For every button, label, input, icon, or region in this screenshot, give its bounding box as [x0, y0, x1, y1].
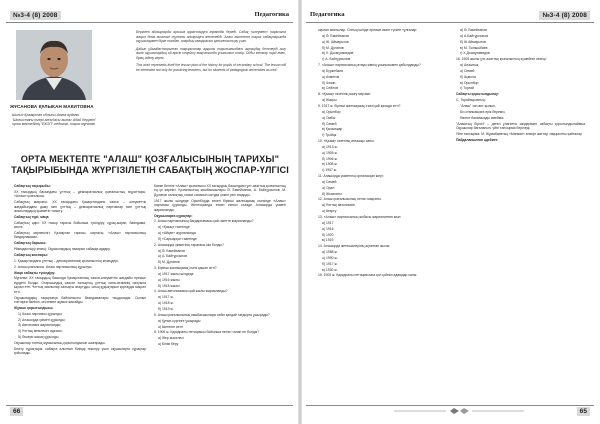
paragraph: Көпке белгілі «Алаш» қозғалысы ХХ ғасырдың басындағы ұлт-азаттық қозғалыстың ең ірі көрінісі. Қозғалыстың көшбасшылары Ә. Бөкейханов, А. Байтұрсынов, М. Дулатов халықтың саяси санасын оятуда үлкен рөл атқарды. — [154, 184, 286, 197]
author-name: ЖҰСАНОВА ҚҰЛЫКАН МАКИТОВНА — [10, 104, 94, 109]
list-item: в) 1930 ж. — [322, 267, 338, 272]
list-item: ә) А. Байтұрсынов — [158, 254, 187, 259]
list-item: а) Орынбор — [322, 109, 341, 114]
paragraph: 15. 1905 ж. Қарқаралы петициясына қол қойған адамдар саны: — [318, 273, 418, 278]
list-item: а) Ұлттық автономия — [322, 203, 355, 208]
list-item: а) Жер мәселесі — [158, 336, 184, 341]
paragraph: 7. «Алаш» партиясының атауы кімнің ұсынысымен қабылданды? — [318, 63, 421, 68]
page-number: 66 — [10, 407, 23, 416]
paragraph: "Алаштың бірлігі" – деген ұлағатты сөздерімен сабақты қорытындылаймыз. Оқушылар бағаланып, үйге тапсырма беріледі. — [456, 121, 586, 130]
list-item: Біз отанымызға ерік береміз, — [460, 109, 506, 114]
section-title: Педагогика — [310, 11, 345, 18]
left-page — [6, 4, 293, 420]
paragraph: ХХ ғасырдың басындағы ұлттық – демократиялық қозғалыстың мұраттары. «Алаш» қозғалысы. — [14, 189, 146, 199]
list-item: б) 1918 жылы — [158, 283, 180, 288]
decorative-ornament — [394, 407, 524, 415]
paragraph: Сабақтың мақсаты: ХХ ғасырдағы Қазақстандағы саяси – әлеуметтік жағдайындағы даму мен ұлттық – демократиялық партиялар мен ұлттық зиялылардың қызметін таныту. — [14, 200, 146, 214]
list-item: ә) Шетелге кетті — [158, 324, 184, 329]
list-item: 3) Автономия жарияланды; — [18, 323, 61, 328]
list-item: 2) Алашорда үкіметі құрылды; — [18, 317, 66, 322]
list-item: б) 1906 ж. — [322, 156, 338, 161]
list-item: а) Қуғын-сүргінге ұшырады — [158, 318, 201, 323]
left-page-header — [6, 10, 293, 24]
paragraph: Оқушылар топтық жұмысының қорытындысын шығарады. — [14, 340, 106, 345]
subheading: Сабақты қорытындылау: — [456, 92, 499, 97]
list-item: ә) Білім беру — [158, 342, 179, 347]
body-column-c — [318, 28, 446, 279]
list-item: 4) Ұлттық мемлекет идеясы; — [18, 329, 63, 334]
abstract — [136, 30, 286, 75]
paragraph: 9. 1917 ж. бірінші жалпықазақ съезі қай қалада өтті? — [318, 103, 401, 108]
list-item: ә) 1916 — [322, 226, 334, 231]
paragraph: 1917 жылы шілдеде Орынборда өткен бірінші жалпықазақ съезінде «Алаш» партиясы құрылды. Желтоқсанда өткен екінші съезде Алашорда үкіметі жарияланды. — [154, 198, 286, 212]
body-column-a — [14, 184, 146, 357]
list-item: в) 1908 ж. — [322, 162, 338, 167]
paragraph: 2. Алаш қозғалысы. Алаш партиясының құрылуы. — [14, 264, 93, 269]
list-item: б) 1917 ж. — [322, 261, 338, 266]
list-item: ә) Ағарту — [322, 209, 337, 214]
list-item: а) Ә. Бөкейханов — [322, 33, 349, 38]
paragraph: 12. Алаш қозғалысының негізгі мақсаты: — [318, 197, 382, 202]
paragraph: 5. Алаш қозғалысының көшбасшылары кейін қандай тағдырға ұшырады? — [154, 312, 270, 317]
abstract-paragraph: This work represents itself the lesson plan of the history for pupils of secondary school. The lesson will be interested not only for practicing teachers, but for students of pedagogical universities as well. — [136, 63, 286, 72]
list-item: ә) А.Байтұрсынов — [460, 33, 488, 38]
paragraph: Сабақтың әдісі: ХХ ғасыр тарихы бойынша түсіндіру, сұрақ-жауап, баяндама, кесте. — [14, 220, 146, 230]
paragraph: Мұғалім: ХХ ғасырдың басында Қазақстанның саяси-әлеуметтік жағдайы ерекше күрделі болды. Отаршылдық саясат халықтың ұлттық сана-сезімінің оянуына ықпал етті. Ұлттық зиялылар халықты ағартуды, оның құқықтарын қорғауды мақсат етті. — [14, 276, 146, 294]
subheading: Сабақтың тақырыбы: — [14, 184, 51, 188]
section-title: Педагогика — [254, 11, 289, 18]
body-column-b — [154, 184, 286, 348]
list-item: б) М. Дулатов — [158, 260, 180, 265]
list-item: ә) Ж. Аймауытов — [322, 39, 349, 44]
paragraph: 6. 1905 ж. Қарқаралы петициясы бойынша негізгі талап не болды? — [154, 330, 260, 335]
body-column-d — [456, 28, 586, 143]
list-item: в) Х. Досмұхамедов — [322, 51, 354, 56]
footer-rule — [306, 405, 594, 406]
list-item: ә) «Айқап» журналында — [158, 231, 196, 236]
list-item: в) 1919 — [322, 238, 334, 243]
paragraph: Оқушылардың тақырыпқа байланысты баяндамалары тыңдалады. Сынып топтарға бөлініп, кестемен жұмыс жасайды. — [14, 295, 146, 305]
list-item: в) М. Тынышбаев — [460, 45, 488, 50]
subheading: Сабақтың түрі: жаңа — [14, 214, 49, 219]
article-title-line1: ОРТА МЕКТЕПТЕ "АЛАШ" ҚОЗҒАЛЫСЫНЫҢ ТАРИХЫ" — [20, 154, 280, 164]
subheading: Пайдаланылған әдебиет: — [456, 137, 499, 142]
right-page — [306, 4, 594, 420]
subheading: Оқушыларға сұрақтар: — [154, 213, 193, 218]
list-item: а) Ә. Бөкейханов — [460, 28, 487, 32]
subheading: Сабақтың жоспары: — [14, 253, 48, 258]
header-rule — [306, 22, 594, 23]
list-item: а) Ә. Бөкейханов — [158, 248, 185, 253]
list-item: а) Алаштық — [460, 63, 479, 68]
book-spine — [298, 0, 302, 424]
list-item: а) Бүркітбаев — [322, 68, 343, 73]
list-item: а) Жақсы — [322, 98, 337, 103]
paragraph: 1. Қазақстандағы ұлттық – демократиялық қозғалыстың кезеңдері. — [14, 258, 119, 263]
author-bio: Шығыс Қазақстан облысы Аягөз ауданы "Шығыстағы ілгері алғыбасы ашпас Абай берүмін" орта мектебінің "ЕКОП"-педогогі, тарих мұғалімі — [12, 113, 96, 127]
list-item: г) 1907 ж. — [322, 168, 338, 173]
list-item: б) Чокин — [322, 80, 336, 85]
paragraph: Бекіту сұрақтары: сабақта алынған білімді тексеру үшін оқушыларға сұрақтар қойылады. — [14, 346, 146, 356]
list-item: Өзгеге басымызды имейміз. — [460, 115, 505, 120]
subheading: Сабақтың барысы: — [14, 241, 47, 246]
list-item: б) 1919 ж. — [158, 307, 174, 311]
paragraph: 10. «Қазақ» газетінің алғашқы саны: — [318, 139, 375, 144]
list-item: "Алаш" тан ант қылып, — [460, 103, 496, 108]
list-item: ә) Омбы — [322, 115, 336, 120]
paragraph: 16. 1905 жылы ұлт-азаттық қозғалыстың күшейген кезеңі: — [456, 57, 547, 62]
abstract-paragraph: Дайын ұйымдастырылған тақырыптар арқылы тарихымыздағы ақтаңдақ беттерді ашу және оқушылардың ой-өрісін кеңейту мақсатында ұсынылып отыр. Ойды жеткізу оңай емес, бірақ іздену керек. — [136, 46, 286, 60]
paragraph: 11. Алашорда үкіметінің орналасқан жері: — [318, 174, 384, 179]
subheading: Жаңа сабақты түсіндіру: — [14, 270, 56, 275]
list-item: ә) Ахметов — [322, 74, 340, 79]
issue-number: №3-4 (8) 2008 — [539, 11, 590, 20]
author-photo — [16, 30, 92, 100]
list-item: ә) 1990 ж. — [322, 255, 338, 260]
list-item: г) А. Байтұрсынов — [322, 57, 351, 62]
list-item: ә) Орал — [322, 185, 335, 190]
header-rule — [6, 22, 293, 23]
list-item: г) Х.Досмұхамедов — [460, 51, 490, 56]
paragraph: 2. Алашорда үкіметінің төрағасы кім болды? — [154, 242, 224, 247]
paragraph: Ұйымдастыру кезеңі: Оқушылардың назарын сабаққа аудару. — [14, 247, 111, 252]
right-page-header — [306, 10, 594, 24]
list-item: ә) Семей — [460, 68, 475, 73]
list-item: б) Семей — [322, 121, 337, 126]
paragraph: оқыған зиялылар. Соның ішінде ерекше көзге түскен тұлғалар: — [318, 28, 418, 32]
list-item: в) Орынбор — [460, 80, 479, 85]
list-item: в) Қызылжар — [322, 127, 343, 132]
issue-number: №3-4 (8) 2008 — [10, 11, 61, 20]
abstract-paragraph: Берілген абзацтарды ауызша қарастыруға мүмкіндік береді. Сабақ «әлеумет» тарихына жақын білім ашатын тұлғаны анықтауға жетелейді. Алаш мәселесін тарих сабақтарында оқушылармен бірге талдап, олардың көзқарасын қалыптастыру үшін. — [136, 30, 286, 43]
list-item: б) М. Дулатов — [322, 45, 344, 50]
list-item: ә) 1905 ж. — [322, 150, 338, 155]
list-item: 5) Әскери жасақ құрылды. — [18, 335, 60, 340]
paragraph: С. Торайғыровтың: — [456, 98, 486, 103]
list-item: а) 1917 жылы шілдеде — [158, 271, 194, 276]
footer-rule — [6, 405, 293, 406]
list-item: ә) 1918 ж. — [158, 301, 174, 306]
paragraph: 1. Алаш партиясының бағдарламасы қай газетте жарияланды? — [154, 219, 254, 224]
list-item: г) Тройцк — [322, 133, 337, 138]
paragraph: 14. Алашорда жетекшілерінің ақталған жылы: — [318, 244, 391, 249]
paragraph: 8. «Қазақ» газетінің шығу мерзімі: — [318, 92, 371, 97]
list-item: б) 1920 — [322, 232, 334, 237]
article-title — [10, 154, 290, 176]
list-item: г) Торғай — [460, 86, 474, 91]
list-item: а) 1917 — [322, 220, 334, 225]
list-item: 1) Алаш партиясы құрылды; — [18, 311, 63, 316]
list-item: б) Жымпиты — [322, 191, 342, 196]
paragraph: 3. Бірінші жалпықазақ съезі қашан өтті? — [154, 266, 217, 271]
subheading: Жұмыс қорытындысы: — [14, 305, 54, 310]
list-item: б) «Сарыарқа» газетінде — [158, 236, 197, 241]
list-item: а) 1988 ж. — [322, 250, 338, 255]
list-item: а) 1917 ж. — [158, 295, 174, 300]
list-item: б) Ақмола — [460, 74, 476, 79]
page-number: 65 — [577, 407, 590, 416]
list-item: б) Ж.Аймауытов — [460, 39, 486, 44]
paragraph: Үйге тапсырма: М. Жұмабаевтың «Мағжан» өлеңін жаттау, тақырыпты қайталау. — [456, 131, 583, 136]
paragraph: 13. «Алаш» партиясының жобасы жарияланған жыл: — [318, 215, 402, 219]
list-item: а) «Қазақ» газетінде — [158, 225, 190, 230]
list-item: в) Сейітов — [322, 86, 339, 91]
list-item: а) Семей — [322, 179, 337, 184]
list-item: ә) 1916 жылы — [158, 277, 180, 282]
paragraph: 4. Алаш автономиясы қай жылы жарияланды? — [154, 289, 228, 294]
list-item: а) 1913 ж. — [322, 144, 338, 149]
article-title-line2: ТАҚЫРЫБЫНДА ЖҮРГІЗІЛЕТІН САБАҚТЫҢ ЖОСПАР-ҮЛГІСІ — [11, 165, 289, 175]
paragraph: Сабақтың көрнекілігі: Қазақстан тарихы, картасы, «Алаш» партиясының бағдарламасы. — [14, 231, 146, 240]
